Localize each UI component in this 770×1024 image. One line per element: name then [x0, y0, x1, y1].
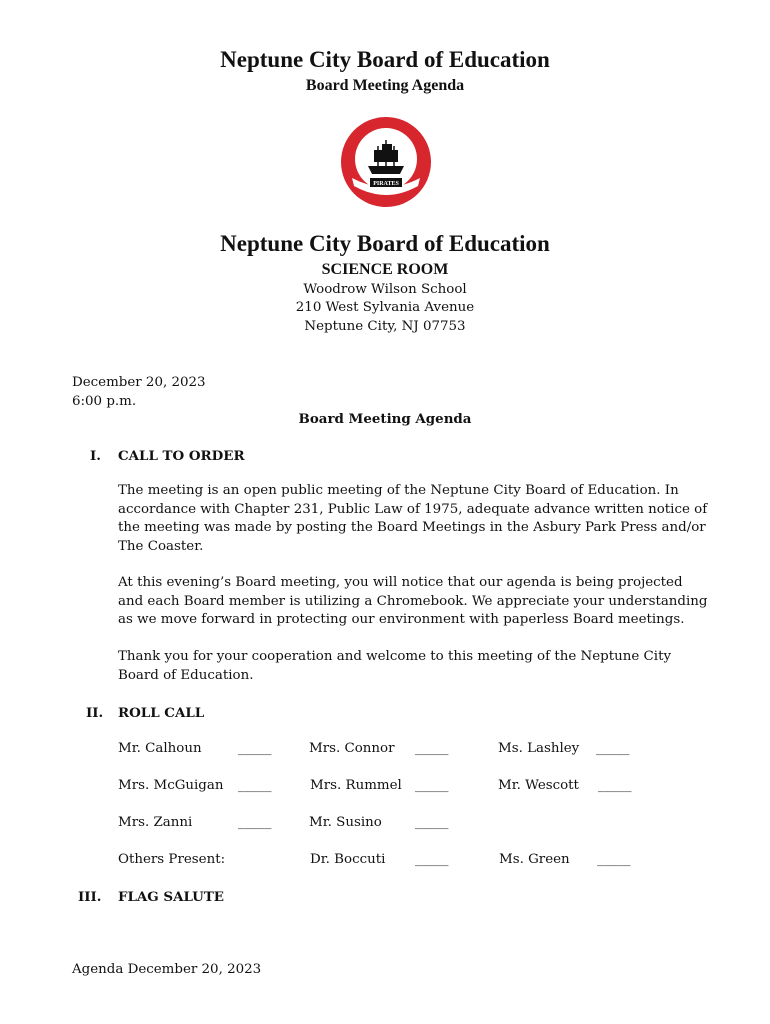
school-district-logo	[338, 116, 434, 210]
school-name: Woodrow Wilson School	[303, 282, 467, 297]
agenda-heading: Board Meeting Agenda	[298, 411, 472, 427]
roll-call-blank: _____	[415, 852, 449, 867]
roll-call-member: Mr. Wescott	[498, 778, 579, 793]
roll-call-member: Mr. Calhoun	[118, 741, 202, 756]
roll-call-blank: _____	[596, 741, 630, 756]
paragraph: At this evening’s Board meeting, you will notice that our agenda is being projected and each Board member is utilizing a Chromebook. We appreciate your understanding as we move forward in protecting our environment with paperless Board meetings.	[118, 575, 708, 628]
roll-call-member: Mrs. Rummel	[310, 778, 402, 793]
section-title: FLAG SALUTE	[118, 889, 224, 905]
page-footer: Agenda December 20, 2023	[72, 962, 262, 977]
street-address: 210 West Sylvania Avenue	[295, 300, 475, 315]
city-address: Neptune City, NJ 07753	[304, 319, 466, 334]
roll-call-member: Mr. Susino	[309, 815, 382, 830]
roll-call-blank: _____	[598, 778, 632, 793]
roll-call-member: Ms. Lashley	[498, 741, 580, 756]
section-title: CALL TO ORDER	[118, 448, 245, 464]
roll-call-blank: _____	[238, 741, 272, 756]
roll-call-member: Ms. Green	[499, 852, 570, 867]
others-present-label: Others Present:	[118, 852, 226, 867]
location-title: Neptune City Board of Education	[220, 231, 550, 256]
section-title: ROLL CALL	[118, 705, 205, 721]
roll-call-blank: _____	[415, 741, 449, 756]
roll-call-member: Dr. Boccuti	[310, 852, 386, 867]
roll-call-member: Mrs. Connor	[309, 741, 395, 756]
paragraph: Thank you for your cooperation and welcome to this meeting of the Neptune City Board of Education.	[118, 649, 672, 683]
svg-text:PIRATES: PIRATES	[373, 181, 399, 187]
roll-call-blank: _____	[597, 852, 631, 867]
room-name: SCIENCE ROOM	[321, 261, 449, 278]
roll-call-blank: _____	[415, 815, 449, 830]
roll-call-blank: _____	[238, 815, 272, 830]
section-number: III.	[78, 889, 102, 905]
section-number: II.	[86, 705, 104, 721]
roll-call-member: Mrs. McGuigan	[118, 778, 224, 793]
roll-call-blank: _____	[415, 778, 449, 793]
section-number: I.	[90, 448, 101, 464]
roll-call-member: Mrs. Zanni	[118, 815, 193, 830]
meeting-date: December 20, 2023	[72, 375, 206, 390]
document-title: Neptune City Board of Education	[220, 47, 550, 72]
paragraph: The meeting is an open public meeting of the Neptune City Board of Education. In accordance with Chapter 231, Public Law of 1975, adequate advance written notice of the meeting was made by posting the Board Meetings in the Asbury Park Press and/or The Coaster.	[118, 483, 708, 554]
roll-call-blank: _____	[238, 778, 272, 793]
meeting-time: 6:00 p.m.	[72, 394, 137, 409]
document-subtitle: Board Meeting Agenda	[305, 77, 465, 94]
